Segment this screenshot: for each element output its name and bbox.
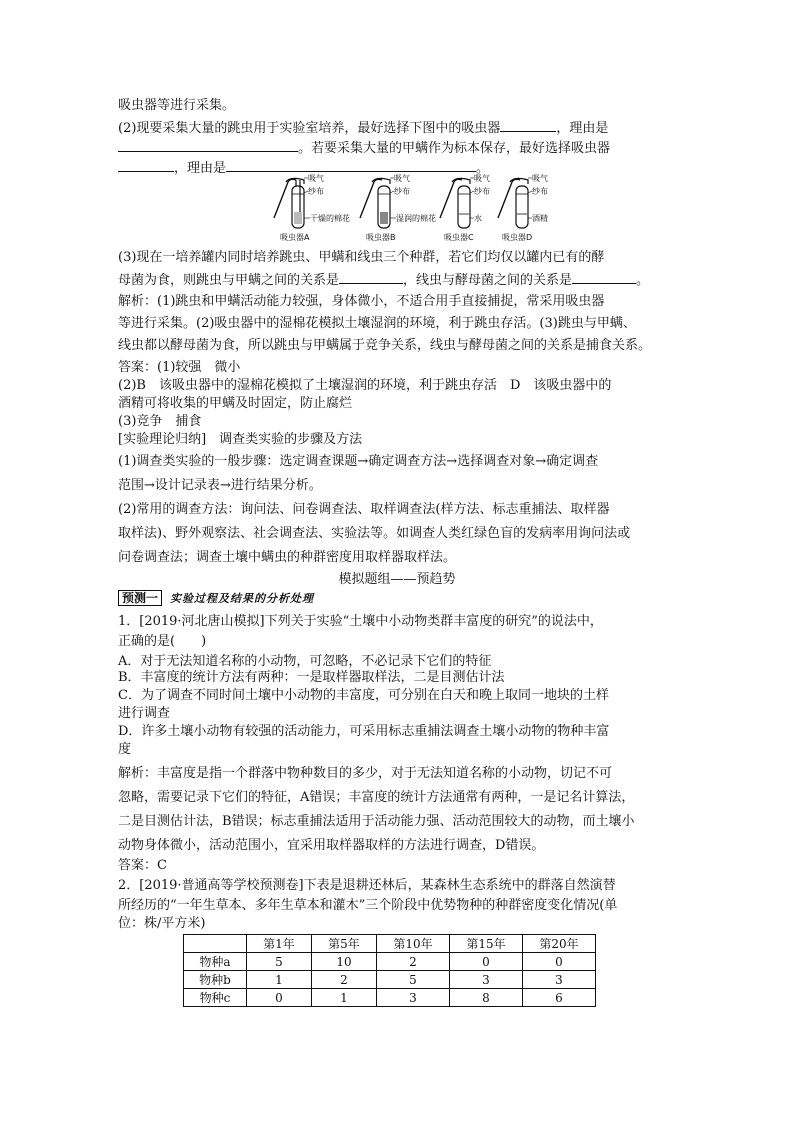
text-line: 范围→设计记录表→进行结果分析。 [118,478,322,493]
table-cell: 1 [247,971,312,989]
table-cell: 10 [312,953,377,971]
text-span: ，理由是 [174,161,227,176]
text-line: 等进行采集。(2)吸虫器中的湿棉花模拟土壤湿润的环境，利于跳虫存活。(3)跳虫与甲螨、 [118,316,636,331]
table-cell: 8 [450,989,523,1007]
text-line: 动物身体微小，活动范围小，宜采用取样器取样的方法进行调查，D错误。 [118,838,545,853]
table-header-cell: 第20年 [523,935,596,953]
text-line: 正确的是( ) [118,634,207,649]
text-line: 所经历的“一年生草本、多年生草本和灌木”三个阶段中优势物种的种群密度变化情况(单 [118,898,618,913]
option-d: D．许多土壤小动物有较强的活动能力，可采用标志重捕法调查土壤小动物的物种丰富 [118,724,610,739]
text-line: 忽略，需要记录下它们的特征，A错误；丰富度的统计方法通常有两种，一是记名计算法， [118,790,635,805]
text-line: 酒精可将收集的甲螨及时固定，防止腐烂 [118,396,353,411]
text-line: (2)常用的调查方法：询问法、问卷调查法、取样调查法(样方法、标志重捕法、取样器 [118,502,610,517]
table-header-cell: 第1年 [247,935,312,953]
predict-tag: 预测一 [118,590,162,606]
label-suck: 吸气 [308,174,324,183]
label-suck: 吸气 [394,174,410,183]
table-cell: 3 [523,971,596,989]
table-cell: 0 [523,953,596,971]
text-line: 答案：C [118,858,167,873]
label-alcohol: 酒精 [532,214,548,223]
label-suck: 吸气 [532,174,548,183]
table-cell: 物种a [184,953,247,971]
device-d-label: 吸虫器D [502,233,533,242]
section-title: 模拟题组——预趋势 [338,572,456,587]
device-b-label: 吸虫器B [366,233,396,242]
table-cell: 5 [377,971,450,989]
text-span: 。 [476,161,490,176]
text-line: 2．[2019·普通高等学校预测卷]下表是退耕还林后，某森林生态系统中的群落自然演替 [118,878,616,893]
text-line: (3)现在一培养罐内同时培养跳虫、甲螨和线虫三个种群，若它们均仅以罐内已有的酵 [118,250,605,265]
option-b: B．丰富度的统计方法有两种：一是取样器取样法，二是目测估计法 [118,670,505,685]
answer-blank[interactable] [118,138,298,152]
table-header-cell: 第5年 [312,935,377,953]
table-cell: 2 [377,953,450,971]
suction-devices-figure [266,172,566,248]
answer-blank[interactable] [572,270,636,284]
text-line: 吸虫器等进行采集。 [118,98,236,113]
table-row [184,989,596,1007]
label-water: 水 [474,214,482,223]
table-row [184,953,596,971]
text-span: 。 [636,273,650,288]
text-line: 取样法)、野外观察法、社会调查法、实验法等。如调查人类红绿色盲的发病率用询问法或 [118,526,631,541]
text-line: (1)调查类实验的一般步骤：选定调查课题→确定调查方法→选择调查对象→确定调查 [118,454,599,469]
predict-heading [118,590,314,607]
text-line: 进行调查 [118,706,171,721]
answer-blank[interactable] [118,158,174,172]
table-header-cell [184,935,247,953]
label-gauze: 纱布 [308,187,324,196]
table-cell: 0 [247,989,312,1007]
label-gauze: 纱布 [394,187,410,196]
question-2-part-2 [118,118,608,137]
option-a: A．对于无法知道名称的小动物，可忽略，不必记录下它们的特征 [118,654,492,669]
text-span: (2)现要采集大量的跳虫用于实验室培养，最好选择下图中的吸虫器 [118,121,501,136]
option-c: C．为了调查不同时间土壤中小动物的丰富度，可分别在白天和晚上取同一地块的土样 [118,688,609,703]
table-cell: 0 [450,953,523,971]
table-header-cell: 第15年 [450,935,523,953]
text-line: 问卷调查法；调查土壤中螨虫的种群密度用取样器取样法。 [118,550,457,565]
text-line: 二是目测估计法，B错误；标志重捕法适用于活动能力强、活动范围较大的动物，而土壤小 [118,814,635,829]
text-line: (3)竞争 捕食 [118,414,202,429]
text-span: ，线虫与酵母菌之间的关系是 [403,273,573,288]
text-line: [实验理论归纳] 调查类实验的步骤及方法 [118,432,363,447]
label-wet-cotton: 湿润的棉花 [396,214,436,223]
text-line: 线虫都以酵母菌为食，所以跳虫与甲螨属于竞争关系，线虫与酵母菌之间的关系是捕食关系。 [118,338,652,353]
species-density-table [183,934,596,1007]
table-header-cell: 第10年 [377,935,450,953]
answer-blank[interactable] [500,118,556,132]
device-a-drawing [274,178,310,228]
table-cell: 物种b [184,971,247,989]
label-suck: 吸气 [474,174,490,183]
text-line: 解析：(1)跳虫和甲螨活动能力较强，身体微小，不适合用手直接捕捉，常采用吸虫器 [118,294,605,309]
device-c-drawing [440,178,474,228]
predict-subtitle: 实验过程及结果的分析处理 [170,592,315,605]
table-cell: 2 [312,971,377,989]
text-line: (2)B 该吸虫器中的湿棉花模拟了土壤湿润的环境，利于跳虫存活 D 该吸虫器中的 [118,378,612,393]
device-c-label: 吸虫器C [444,233,474,242]
answer-blank[interactable] [226,158,476,172]
label-gauze: 纱布 [474,187,490,196]
device-a-label: 吸虫器A [280,233,310,242]
table-cell: 3 [377,989,450,1007]
text-line: 位：株/平方米) [118,916,206,931]
question-2-part-2-cont [118,138,610,157]
table-cell: 1 [312,989,377,1007]
text-line: 1．[2019·河北唐山模拟]下列关于实验“土壤中小动物类群丰富度的研究”的说法中， [118,614,603,629]
label-gauze: 纱布 [532,187,548,196]
label-dry-cotton: 干燥的棉花 [310,214,350,223]
table-cell: 5 [247,953,312,971]
question-2-part-3-cont [118,270,649,289]
table-cell: 物种c [184,989,247,1007]
text-span: 。若要采集大量的甲螨作为标本保存，最好选择吸虫器 [298,141,611,156]
text-span: ，理由是 [556,121,609,136]
table-row [184,971,596,989]
table-cell: 3 [450,971,523,989]
device-d-drawing [498,178,532,228]
text-span: 母菌为食，则跳虫与甲螨之间的关系是 [118,273,340,288]
text-line: 解析：丰富度是指一个群落中物种数目的多少，对于无法知道名称的小动物，切记不可 [118,766,613,781]
table-header-row [184,935,596,953]
text-line: 度 [118,742,132,757]
table-cell: 6 [523,989,596,1007]
text-line: 答案：(1)较强 微小 [118,360,241,375]
answer-blank[interactable] [339,270,403,284]
device-b-drawing [360,178,396,228]
